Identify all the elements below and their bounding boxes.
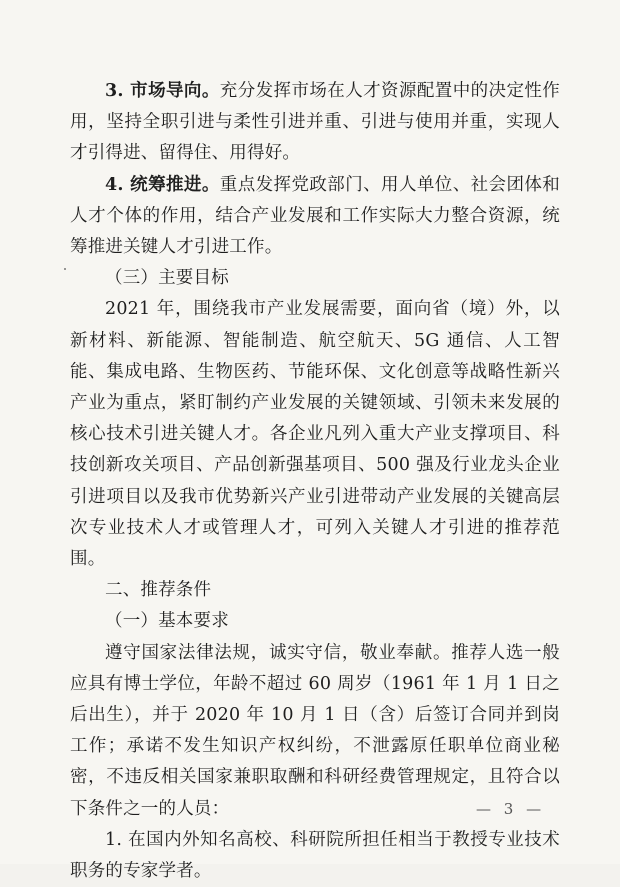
section-heading-main-goals: （三）主要目标 xyxy=(105,268,229,289)
paragraph-condition-1: 1. 在国内外知名高校、科研院所担任相当于教授专业技术职务的专家学者。 xyxy=(70,829,560,882)
section-heading-recommendation-conditions: 二、推荐条件 xyxy=(105,580,212,601)
section-heading-basic-requirements: （一）基本要求 xyxy=(105,611,229,632)
document-body xyxy=(70,76,560,887)
paragraph-coordinated-promotion xyxy=(70,170,560,264)
paragraph-basic-requirements: 遵守国家法律法规，诚实守信，敬业奉献。推荐人选一般应具有博士学位，年龄不超过 60 周岁（1961 年 1 月 1 日之后出生），并于 2020 年 10 月 1 日（含）后签订合同并到岗工作；承诺不发生知识产权纠纷，不泄露原任职单位商业秘密，不违反相关国家兼职取酬和科研经费管理规定，且符合以下条件之一的人员： xyxy=(70,642,560,819)
paragraph-market-orientation xyxy=(70,76,560,170)
scan-speck xyxy=(64,268,66,270)
paragraph-lead: 4. 统筹推进。 xyxy=(105,174,220,195)
paragraph-text: 充分发挥市场在人才资源配置中的决定性作用，坚持全职引进与柔性引进并重、引进与使用并重，实现人才引得进、留得住、用得好。 xyxy=(70,81,560,164)
page-number: — 3 — xyxy=(476,800,546,818)
paragraph-lead: 3. 市场导向。 xyxy=(105,81,220,101)
paragraph-main-goals: 2021 年，围绕我市产业发展需要，面向省（境）外，以新材料、新能源、智能制造、航空航天、5G 通信、人工智能、集成电路、生物医药、节能环保、文化创意等战略性新兴产业为重点，紧盯制约产业发展的关键领域、引领未来发展的核心技术引进关键人才。各企业凡列入重大产业支撑项目、科技创新攻关项目、产品创新强基项目、500 强及行业龙头企业引进项目以及我市优势新兴产业引进带动产业发展的关键高层次专业技术人才或管理人才，可列入关键人才引进的推荐范围。 xyxy=(70,299,560,570)
paragraph-text: 重点发挥党政部门、用人单位、社会团体和人才个体的作用，结合产业发展和工作实际大力整合资源，统筹推进关键人才引进工作。 xyxy=(70,174,560,258)
